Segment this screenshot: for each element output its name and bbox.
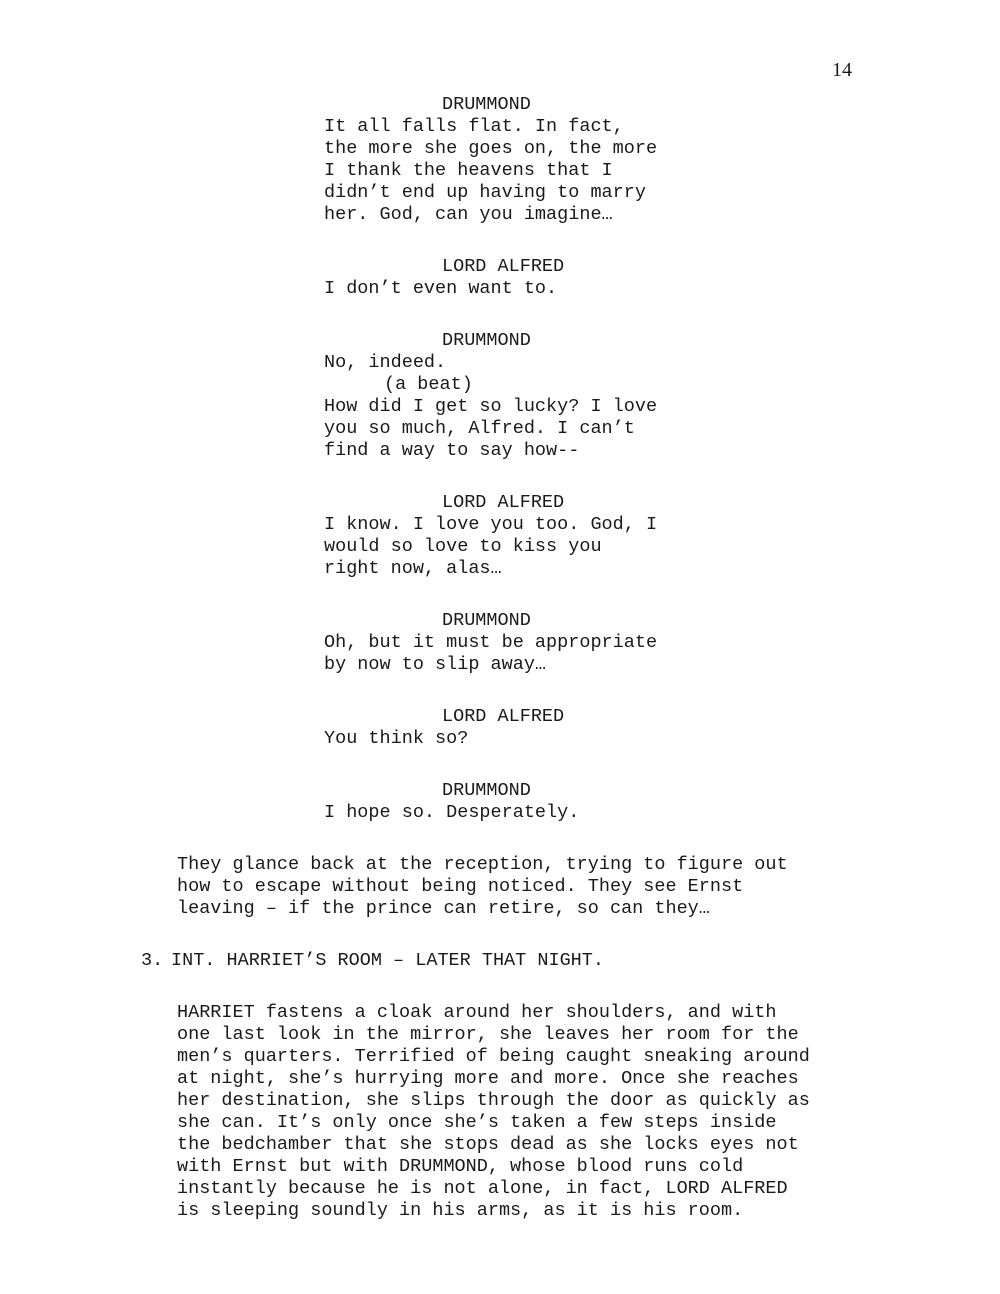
dialogue-line: the more she goes on, the more: [324, 138, 658, 159]
character-name: LORD ALFRED: [442, 706, 565, 727]
action-line: her destination, she slips through the door as quickly as: [177, 1090, 810, 1111]
dialogue-line: would so love to kiss you: [324, 536, 602, 557]
scene-number: 3.: [141, 950, 164, 971]
dialogue-line: It all falls flat. In fact,: [324, 116, 624, 137]
action-line: leaving – if the prince can retire, so can they…: [177, 898, 710, 919]
action-line: she can. It’s only once she’s taken a few steps inside: [177, 1112, 777, 1133]
character-name: DRUMMOND: [442, 330, 531, 351]
dialogue-line: you so much, Alfred. I can’t: [324, 418, 635, 439]
character-name: DRUMMOND: [442, 94, 531, 115]
action-line: men’s quarters. Terrified of being caught sneaking around: [177, 1046, 810, 1067]
character-name: DRUMMOND: [442, 780, 531, 801]
action-line: the bedchamber that she stops dead as she locks eyes not: [177, 1134, 799, 1155]
action-line: one last look in the mirror, she leaves her room for the: [177, 1024, 799, 1045]
action-line: instantly because he is not alone, in fact, LORD ALFRED: [177, 1178, 788, 1199]
action-line: how to escape without being noticed. They see Ernst: [177, 876, 744, 897]
parenthetical: (a beat): [384, 374, 473, 395]
character-name: LORD ALFRED: [442, 492, 565, 513]
dialogue-line: right now, alas…: [324, 558, 502, 579]
character-name: DRUMMOND: [442, 610, 531, 631]
page-number: 14: [832, 59, 852, 81]
dialogue-line: didn’t end up having to marry: [324, 182, 646, 203]
dialogue-line: How did I get so lucky? I love: [324, 396, 658, 417]
dialogue-line: find a way to say how--: [324, 440, 580, 461]
dialogue-line: You think so?: [324, 728, 469, 749]
character-name: LORD ALFRED: [442, 256, 565, 277]
action-line: at night, she’s hurrying more and more. Once she reaches: [177, 1068, 799, 1089]
dialogue-line: I know. I love you too. God, I: [324, 514, 658, 535]
dialogue-line: No, indeed.: [324, 352, 447, 373]
action-line: with Ernst but with DRUMMOND, whose blood runs cold: [177, 1156, 744, 1177]
dialogue-line: by now to slip away…: [324, 654, 547, 675]
dialogue-line: I don’t even want to.: [324, 278, 558, 299]
action-line: is sleeping soundly in his arms, as it is his room.: [177, 1200, 744, 1221]
action-line: HARRIET fastens a cloak around her shoulders, and with: [177, 1002, 777, 1023]
dialogue-line: I hope so. Desperately.: [324, 802, 580, 823]
dialogue-line: I thank the heavens that I: [324, 160, 613, 181]
scene-heading: INT. HARRIET’S ROOM – LATER THAT NIGHT.: [171, 950, 604, 971]
dialogue-line: Oh, but it must be appropriate: [324, 632, 658, 653]
action-line: They glance back at the reception, trying to figure out: [177, 854, 788, 875]
dialogue-line: her. God, can you imagine…: [324, 204, 613, 225]
